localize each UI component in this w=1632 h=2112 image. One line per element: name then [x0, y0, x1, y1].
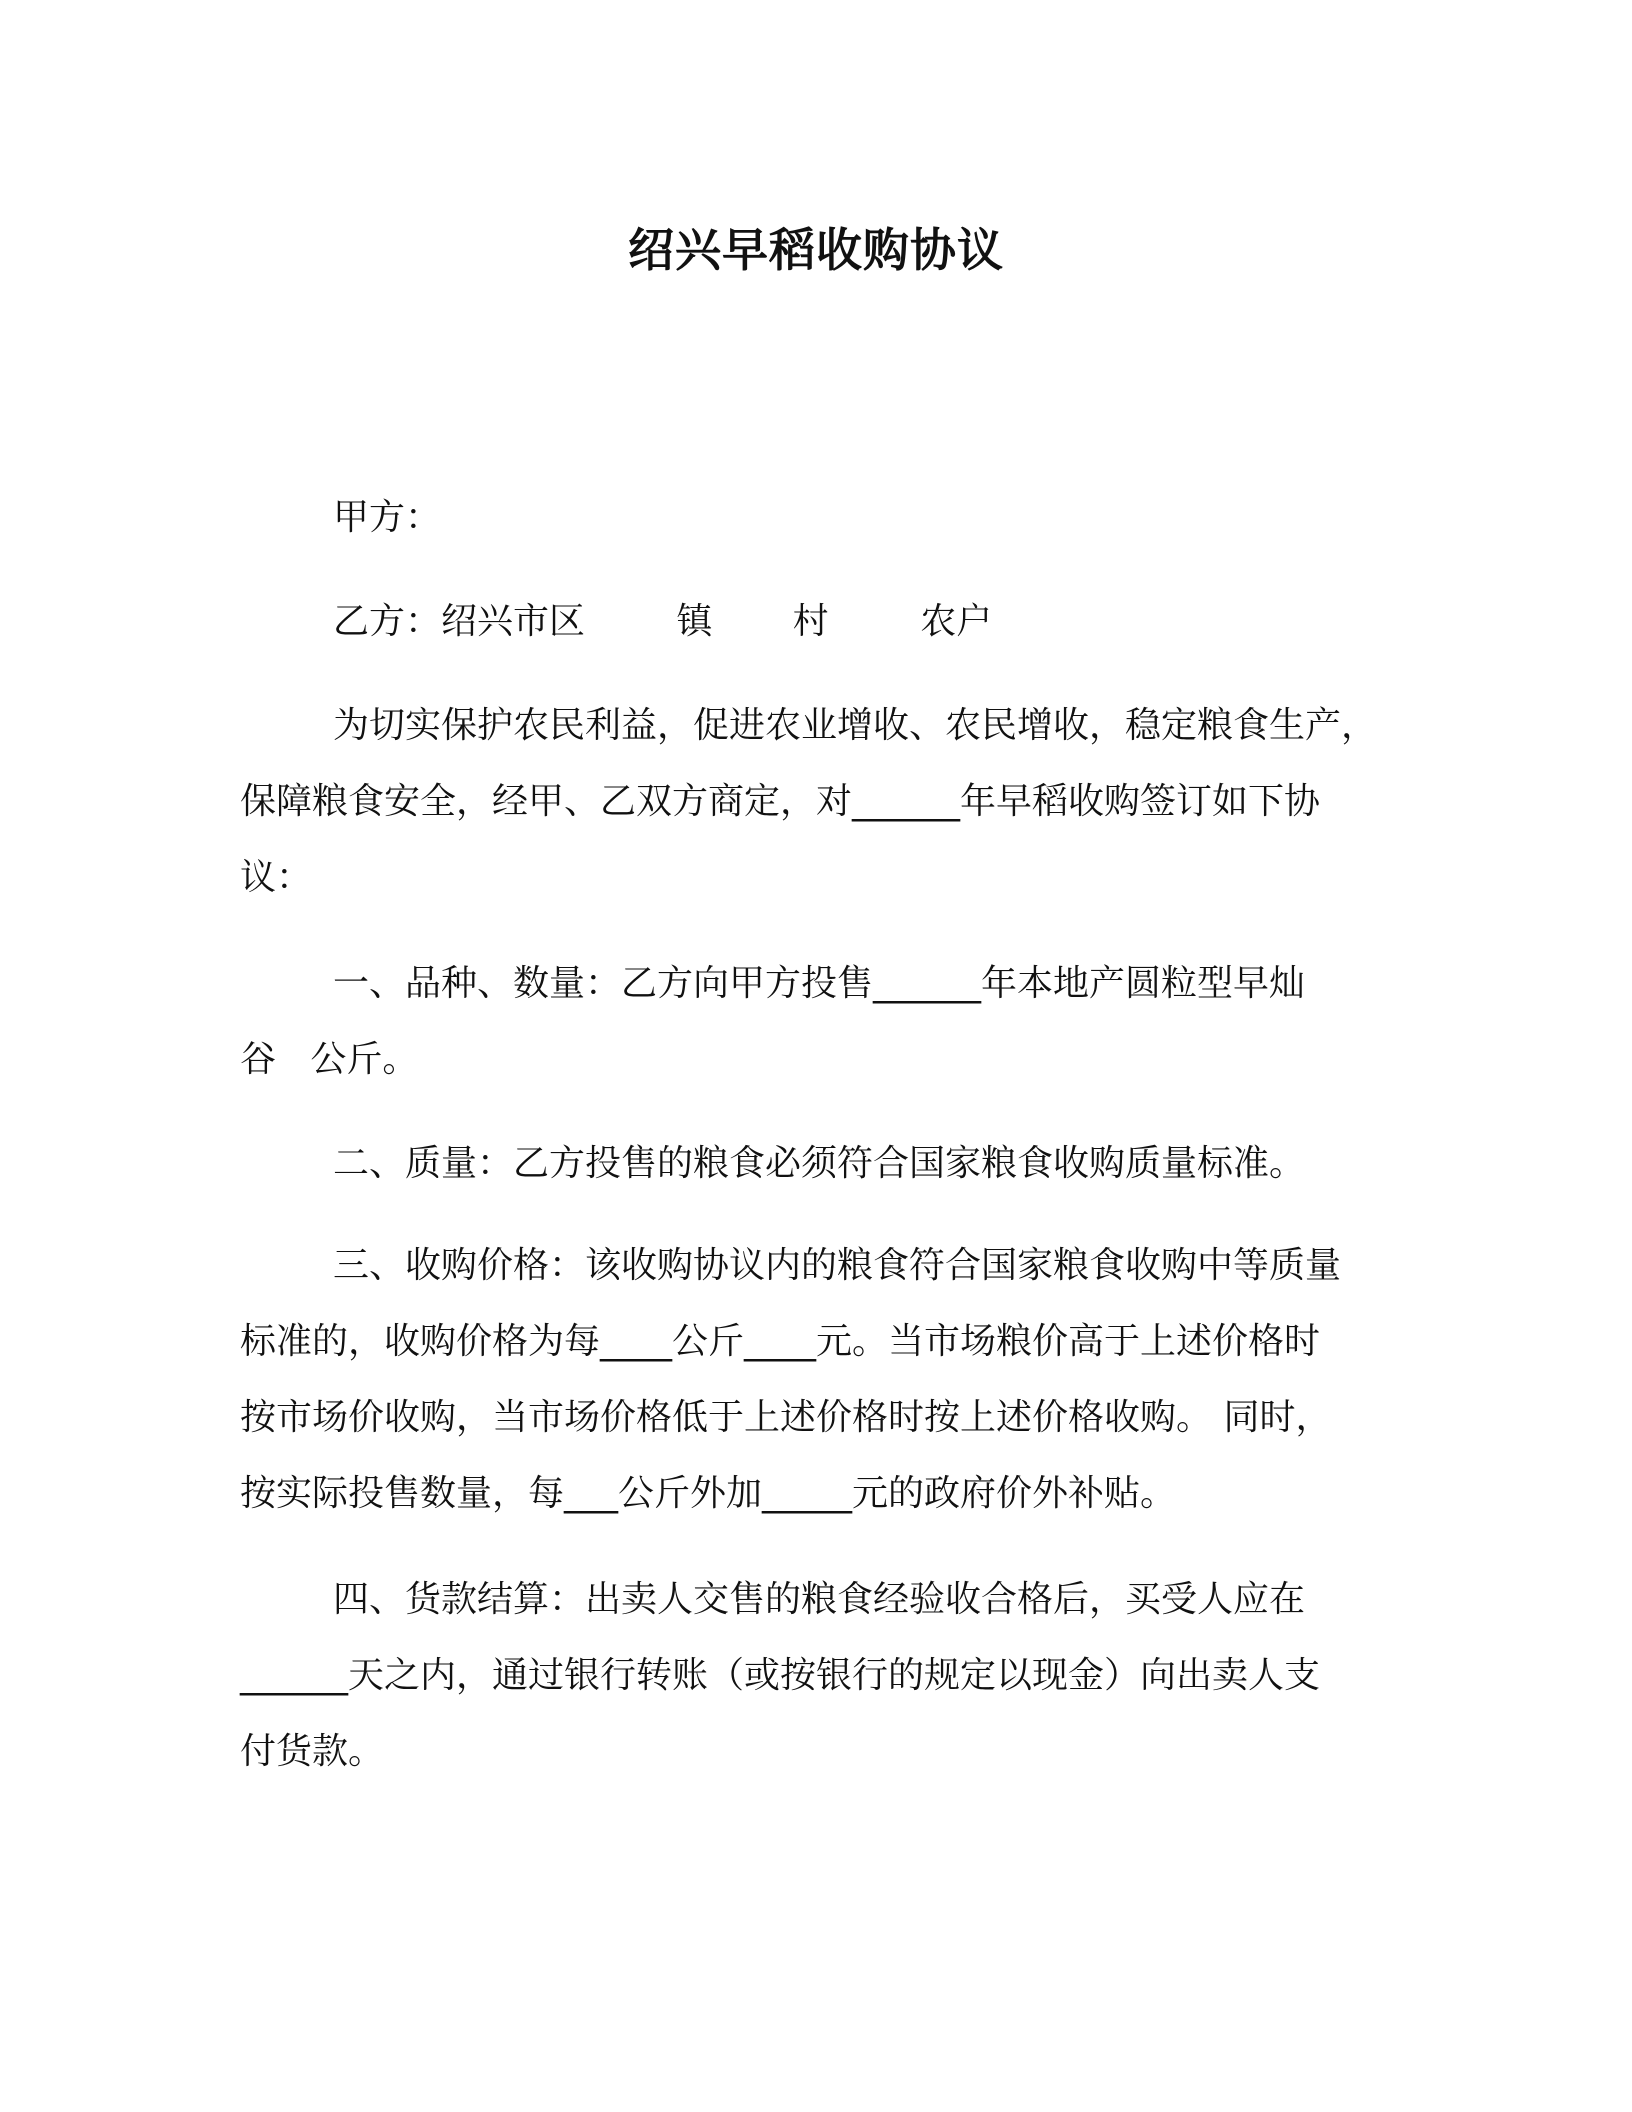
- clause-4-line-1: 四、货款结算：出卖人交售的粮食经验收合格后，买受人应在: [333, 1579, 1306, 1620]
- party-a-line: 甲方：: [333, 497, 442, 538]
- clause-3-line-4: 按实际投售数量，每___公斤外加_____元的政府价外补贴。: [240, 1473, 1177, 1514]
- clause-1-line-1: 一、品种、数量：乙方向甲方投售______年本地产圆粒型早灿: [333, 963, 1306, 1004]
- clause-3-line-1: 三、收购价格：该收购协议内的粮食符合国家粮食收购中等质量: [333, 1245, 1342, 1286]
- clause-1-line-2: 谷 公斤。: [240, 1039, 419, 1080]
- clause-3-line-2: 标准的，收购价格为每____公斤____元。当市场粮价高于上述价格时: [240, 1321, 1321, 1362]
- party-b-line: 乙方：绍兴市区 镇 村 农户: [333, 601, 993, 642]
- clause-4-line-2: ______天之内，通过银行转账（或按银行的规定以现金）向出卖人支: [240, 1655, 1321, 1696]
- clause-4-line-3: 付货款。: [240, 1731, 385, 1772]
- intro-line-1: 为切实保护农民利益，促进农业增收、农民增收，稳定粮食生产，: [333, 705, 1378, 746]
- clause-2-line-1: 二、质量：乙方投售的粮食必须符合国家粮食收购质量标准。: [333, 1143, 1306, 1184]
- document-title: 绍兴早稻收购协议: [628, 223, 1004, 277]
- clause-3-line-3: 按市场价收购，当市场价格低于上述价格时按上述价格收购。 同时，: [240, 1397, 1332, 1438]
- intro-line-3: 议：: [240, 857, 313, 898]
- intro-line-2: 保障粮食安全，经甲、乙双方商定，对______年早稻收购签订如下协: [240, 781, 1321, 822]
